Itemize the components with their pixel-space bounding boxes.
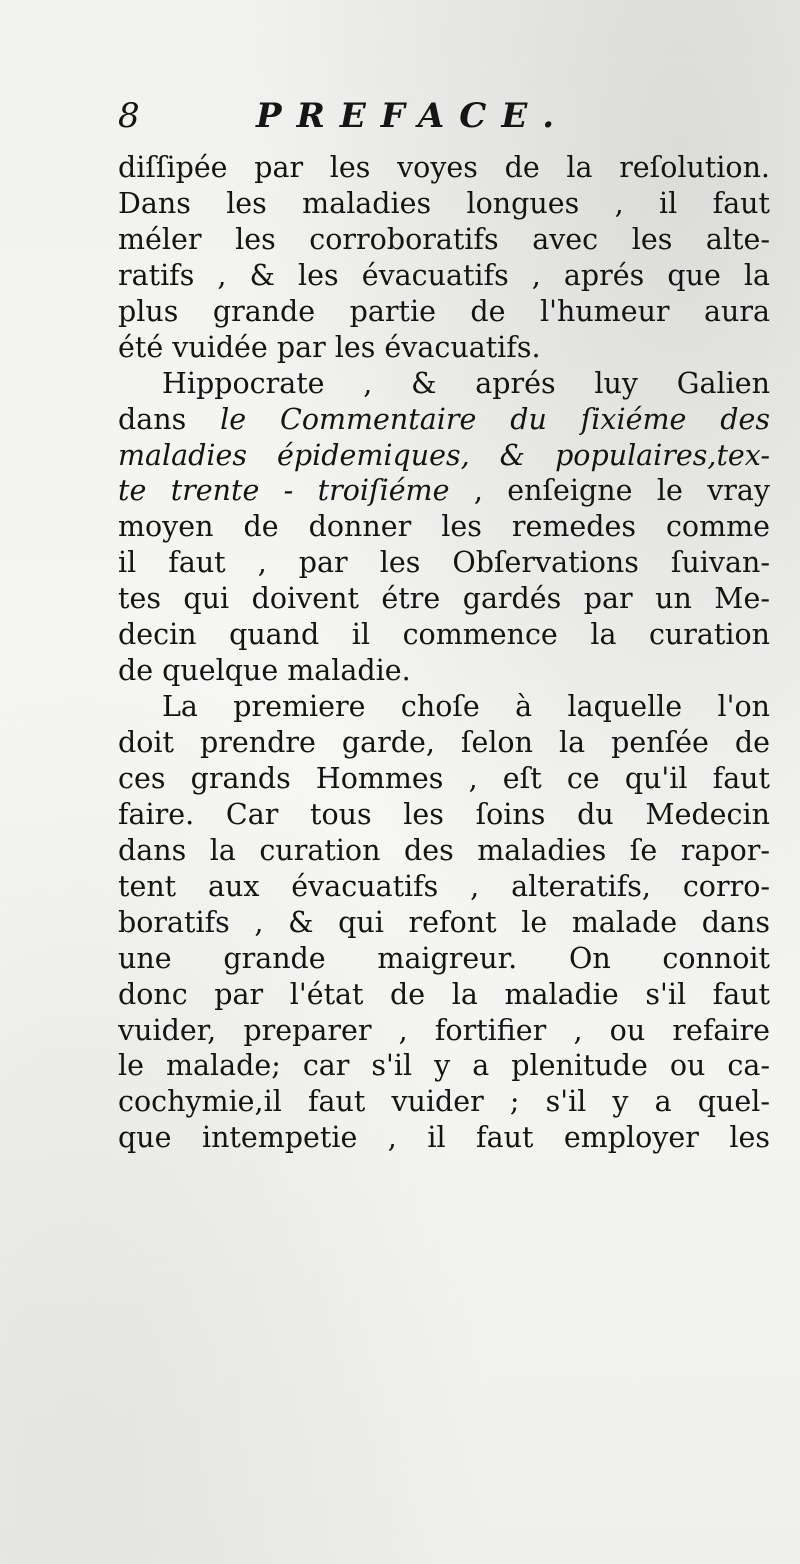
text-line: ces grands Hommes , eſt ce qu'il faut	[118, 761, 770, 795]
text-line: il faut , par les Obſervations ſuivan-	[118, 546, 770, 580]
italic-title-segment: le Commentaire du ſixiéme des	[220, 402, 770, 436]
page-number: 8	[118, 96, 140, 136]
text-segment: dans	[118, 402, 221, 436]
text-line: cochymie,il faut vuider ; s'il y a quel-	[118, 1085, 770, 1119]
running-title: PREFACE.	[256, 96, 570, 136]
text-line: une grande maigreur. On connoit	[118, 941, 770, 975]
italic-title-line: maladies épidemiques, & populaires,tex-	[118, 438, 770, 472]
text-line: le malade; car s'il y a plenitude ou ca-	[118, 1049, 770, 1083]
text-line: La premiere choſe à laquelle l'on	[162, 690, 770, 724]
text-line: méler les corroboratifs avec les alte-	[118, 222, 770, 256]
text-line: faire. Car tous les ſoins du Medecin	[118, 797, 770, 831]
text-line: dans la curation des maladies ſe rapor-	[118, 833, 770, 867]
page-header	[118, 96, 638, 140]
text-line-mixed	[118, 473, 770, 509]
text-line: decin quand il commence la curation	[118, 618, 770, 652]
text-line: doit prendre garde, ſelon la penſée de	[118, 726, 770, 759]
italic-title-segment: te trente - troiſiéme	[118, 474, 450, 508]
text-line: tes qui doivent étre gardés par un Me-	[118, 582, 770, 616]
text-line: plus grande partie de l'humeur aura	[118, 294, 770, 328]
text-line: moyen de donner les remedes comme	[118, 510, 770, 544]
text-line-mixed	[118, 402, 770, 438]
text-line: tent aux évacuatifs , alteratifs, corro-	[118, 869, 770, 903]
text-line: Hippocrate , & aprés luy Galien	[162, 366, 770, 400]
text-line: Dans les maladies longues , il faut	[118, 186, 770, 220]
text-line: vuider, preparer , fortifier , ou refaire	[118, 1013, 770, 1047]
body-text	[118, 150, 770, 1156]
text-line: diſſipée par les voyes de la reſolution.	[118, 151, 770, 184]
text-segment: , enſeigne le vray	[449, 474, 770, 508]
text-line: boratifs , & qui refont le malade dans	[118, 905, 770, 939]
text-line: été vuidée par les évacuatifs.	[118, 330, 541, 364]
text-line: donc par l'état de la maladie s'il faut	[118, 977, 770, 1011]
text-line: de quelque maladie.	[118, 654, 411, 688]
text-line: ratifs , & les évacuatifs , aprés que la	[118, 258, 770, 292]
text-line: que intempetie , il faut employer les	[118, 1121, 770, 1155]
